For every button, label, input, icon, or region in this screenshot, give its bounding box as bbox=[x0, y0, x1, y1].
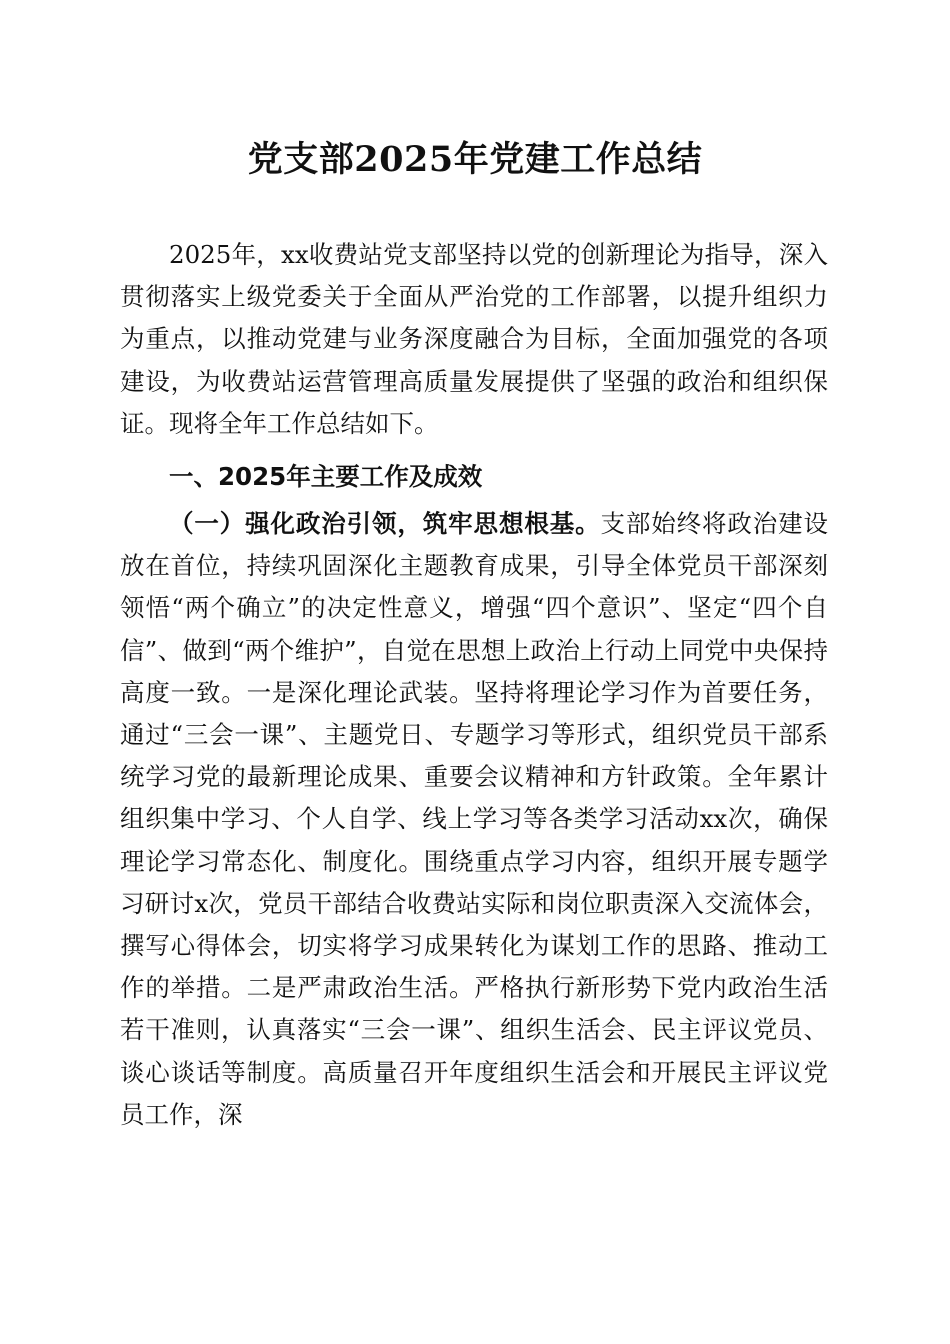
document-title: 党支部2025年党建工作总结 bbox=[247, 139, 703, 180]
section-heading: 一、2025年主要工作及成效 bbox=[169, 462, 483, 491]
subsection-paragraph bbox=[120, 503, 828, 1136]
subsection-body: 支部始终将政治建设放在首位，持续巩固深化主题教育成果，引导全体党员干部深刻领悟“两个确立”的决定性意义，增强“四个意识”、坚定“四个自信”、做到“两个维护”，自觉在思想上政治上行动上同党中央保持高度一致。一是深化理论武装。坚持将理论学习作为首要任务，通过“三会一课”、主题党日、专题学习等形式，组织党员干部系统学习党的最新理论成果、重要会议精神和方针政策。全年累计组织集中学习、个人自学、线上学习等各类学习活动xx次，确保理论学习常态化、制度化。围绕重点学习内容，组织开展专题学习研讨x次，党员干部结合收费站实际和岗位职责深入交流体会，撰写心得体会，切实将学习成果转化为谋划工作的思路、推动工作的举措。二是严肃政治生活。严格执行新形势下党内政治生活若干准则，认真落实“三会一课”、组织生活会、民主评议党员、谈心谈话等制度。高质量召开年度组织生活会和开展民主评议党员工作，深 bbox=[120, 509, 829, 1129]
subsection-heading: （一）强化政治引领，筑牢思想根基。 bbox=[169, 509, 601, 538]
intro-paragraph: 2025年，xx收费站党支部坚持以党的创新理论为指导，深入贯彻落实上级党委关于全面从严治党的工作部署，以提升组织力为重点，以推动党建与业务深度融合为目标，全面加强党的各项建设，为收费站运营管理高质量发展提供了坚强的政治和组织保证。现将全年工作总结如下。 bbox=[120, 240, 828, 438]
